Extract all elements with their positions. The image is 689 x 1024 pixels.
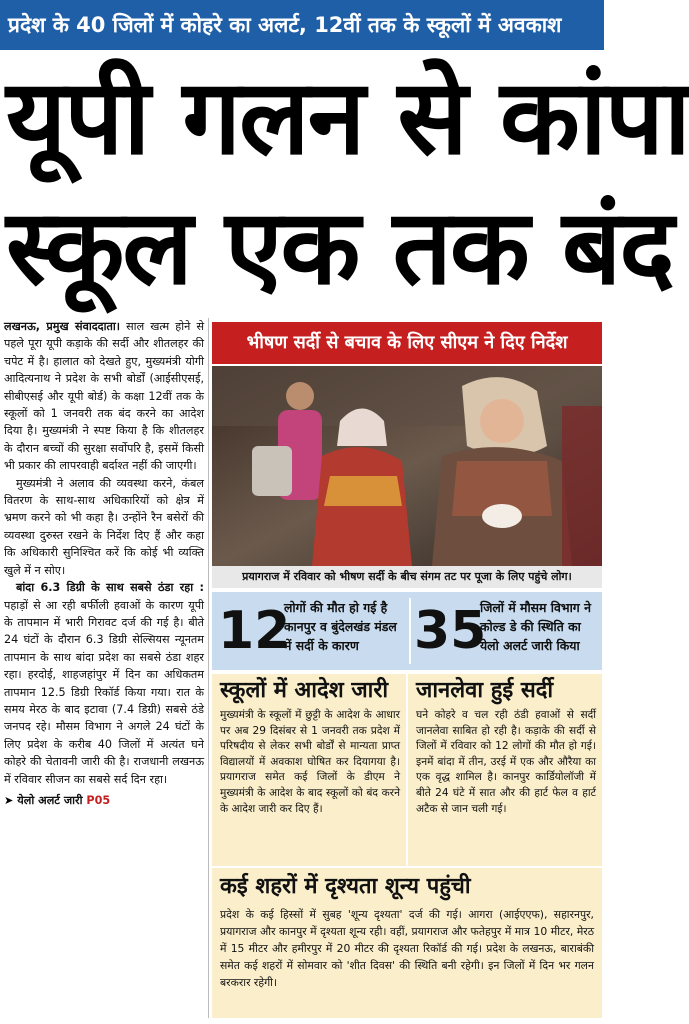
- main-headline-line-1: यूपी गलन से कांपा: [6, 56, 689, 178]
- stat-text: जिलों में मौसम विभाग ने कोल्ड डे की स्थिति का येलो अलर्ट जारी किया: [480, 600, 591, 653]
- story-visibility: [212, 868, 602, 1018]
- dateline: लखनऊ, प्रमुख संवाददाता।: [4, 320, 121, 333]
- article-para-3: [4, 579, 204, 788]
- arrow-right-icon: ➤: [4, 793, 14, 807]
- column-divider: [208, 318, 209, 1018]
- para-3-subhead: बांदा 6.3 डिग्री के साथ सबसे ठंडा रहा :: [16, 581, 204, 595]
- para-1-text: साल खत्म होने से पहले पूरा यूपी कड़ाके की सर्दी और शीतलहर की चपेट में है। हालात को देखते हुए, मुख्यमंत्री योगी आदित्यनाथ ने प्रदेश के सभी बोर्डों (आईसीएसई, सीबीएसई और यूपी बोर्ड) के कक्षा 12वीं तक के स्कूलों को 1 जनवरी तक बंद करने का आदेश दिया है। मुख्यमंत्री ने स्पष्ट किया है कि शीतलहर के दौरान बच्चों की सुरक्षा सर्वोपरि है, इसमें किसी भी प्रकार की लापरवाही बर्दाश्त नहीं की जाएगी।: [4, 320, 205, 473]
- stat-districts: [410, 592, 602, 670]
- article-para-1: [4, 318, 204, 475]
- story-school-orders: [212, 674, 406, 866]
- red-banner: भीषण सर्दी से बचाव के लिए सीएम ने दिए निर्देश: [212, 322, 602, 364]
- para-3-text: पहाड़ों से आ रही बर्फीली हवाओं के कारण यूपी के तापमान में भारी गिरावट दर्ज की गई है। बीते 24 घंटों के दौरान 6.3 डिग्री सेल्सियस न्यूनतम तापमान के साथ बांदा प्रदेश का सबसे ठंडा शहर रहा। हरदोई, शाहजहांपुर में दिन का अधिकतम तापमान 12.5 डिग्री रिकॉर्ड किया गया। रात के समय मेरठ के बाद इटावा (7.4 डिग्री) सबसे ठंडे जनपद रहे। मौसम विभाग ने अगले 24 घंटों के लिए प्रदेश के करीब 40 जिलों में अत्यंत घने कोहरे की चेतावनी जारी की है। राजधानी लखनऊ में रविवार सीजन का सबसे सर्द दिन रहा।: [4, 598, 204, 786]
- story-body: मुख्यमंत्री के स्कूलों में छुट्टी के आदेश के आधार पर अब 29 दिसंबर से 1 जनवरी तक प्रदेश में परिषदीय से लेकर सभी बोर्डों से मान्यता प्राप्त विद्यालयों में अवकाश घोषित कर दियागया है। प्रयागराज समेत कई जिलों के डीएम ने मुख्यमंत्री के आदेश के बाद स्कूलों को बंद करने के आदेश जारी कर दिए हैं।: [220, 709, 400, 815]
- story-title: कई शहरों में दृश्यता शून्य पहुंची: [220, 874, 471, 899]
- news-photo: [212, 366, 602, 566]
- photo-caption: प्रयागराज में रविवार को भीषण सर्दी के बीच संगम तट पर पूजा के लिए पहुंचे लोग।: [212, 566, 602, 588]
- page-reference-link[interactable]: [4, 792, 204, 809]
- page-ref-number: P05: [86, 793, 111, 807]
- stat-text: लोगों की मौत हो गई है कानपुर व बुंदेलखंड मंडल में सर्दी के कारण: [284, 600, 397, 653]
- article-para-2: मुख्यमंत्री ने अलाव की व्यवस्था करने, कंबल वितरण के साथ-साथ अधिकारियों को क्षेत्र में भ्रमण करने को भी कहा है। उन्होंने रैन बसेरों की व्यवस्था दुरुस्त रखने के निर्देश दिए हैं और कहा कि अधिकारी सुनिश्चित करें कि कोई भी व्यक्ति खुले में न सोए।: [4, 476, 204, 577]
- stat-deaths: [212, 592, 408, 670]
- stats-strip: [212, 592, 602, 670]
- story-body: प्रदेश के कई हिस्सों में सुबह 'शून्य दृश्यता' दर्ज की गई। आगरा (आईएएफ), सहारनपुर, प्रयागराज और कानपुर में दृश्यता शून्य रही। वहीं, प्रयागराज और फतेहपुर में मात्र 10 मीटर, मेरठ में 15 मीटर और हमीरपुर में 20 मीटर की दृश्यता रिकॉर्ड की गई। प्रदेश के लखनऊ, बाराबंकी समेत कई शहरों में सोमवार को 'शीत दिवस' की स्थिति बनी रहेगी। इन जिलों में दिन भर गलन बरकरार रहेगी।: [220, 908, 594, 989]
- stat-number: 35: [414, 601, 487, 661]
- story-title: जानलेवा हुई सर्दी: [416, 678, 554, 703]
- page-ref-label: येलो अलर्ट जारी: [17, 793, 83, 807]
- top-strap-headline: प्रदेश के 40 जिलों में कोहरे का अलर्ट, 12वीं तक के स्कूलों में अवकाश: [0, 0, 604, 50]
- story-body: घने कोहरे व चल रही ठंडी हवाओं से सर्दी जानलेवा साबित हो रही है। कड़ाके की सर्दी से जिलों में रविवार को 12 लोगों की मौत हो गई। इनमें बांदा में तीन, उरई में एक और औरैया का एक वृद्ध शामिल है। कानपुर कार्डियोलॉजी में बीते 24 घंटे में सात और की हार्ट फेल व हार्ट अटैक से जान चली गई।: [416, 709, 596, 815]
- stat-number: 12: [218, 601, 291, 661]
- story-deadly-cold: [408, 674, 602, 866]
- left-article-column: [4, 318, 204, 1022]
- story-title: स्कूलों में आदेश जारी: [220, 678, 389, 703]
- main-headline-line-2: स्कूल एक तक बंद: [6, 186, 673, 308]
- photo-illustration: [212, 366, 602, 566]
